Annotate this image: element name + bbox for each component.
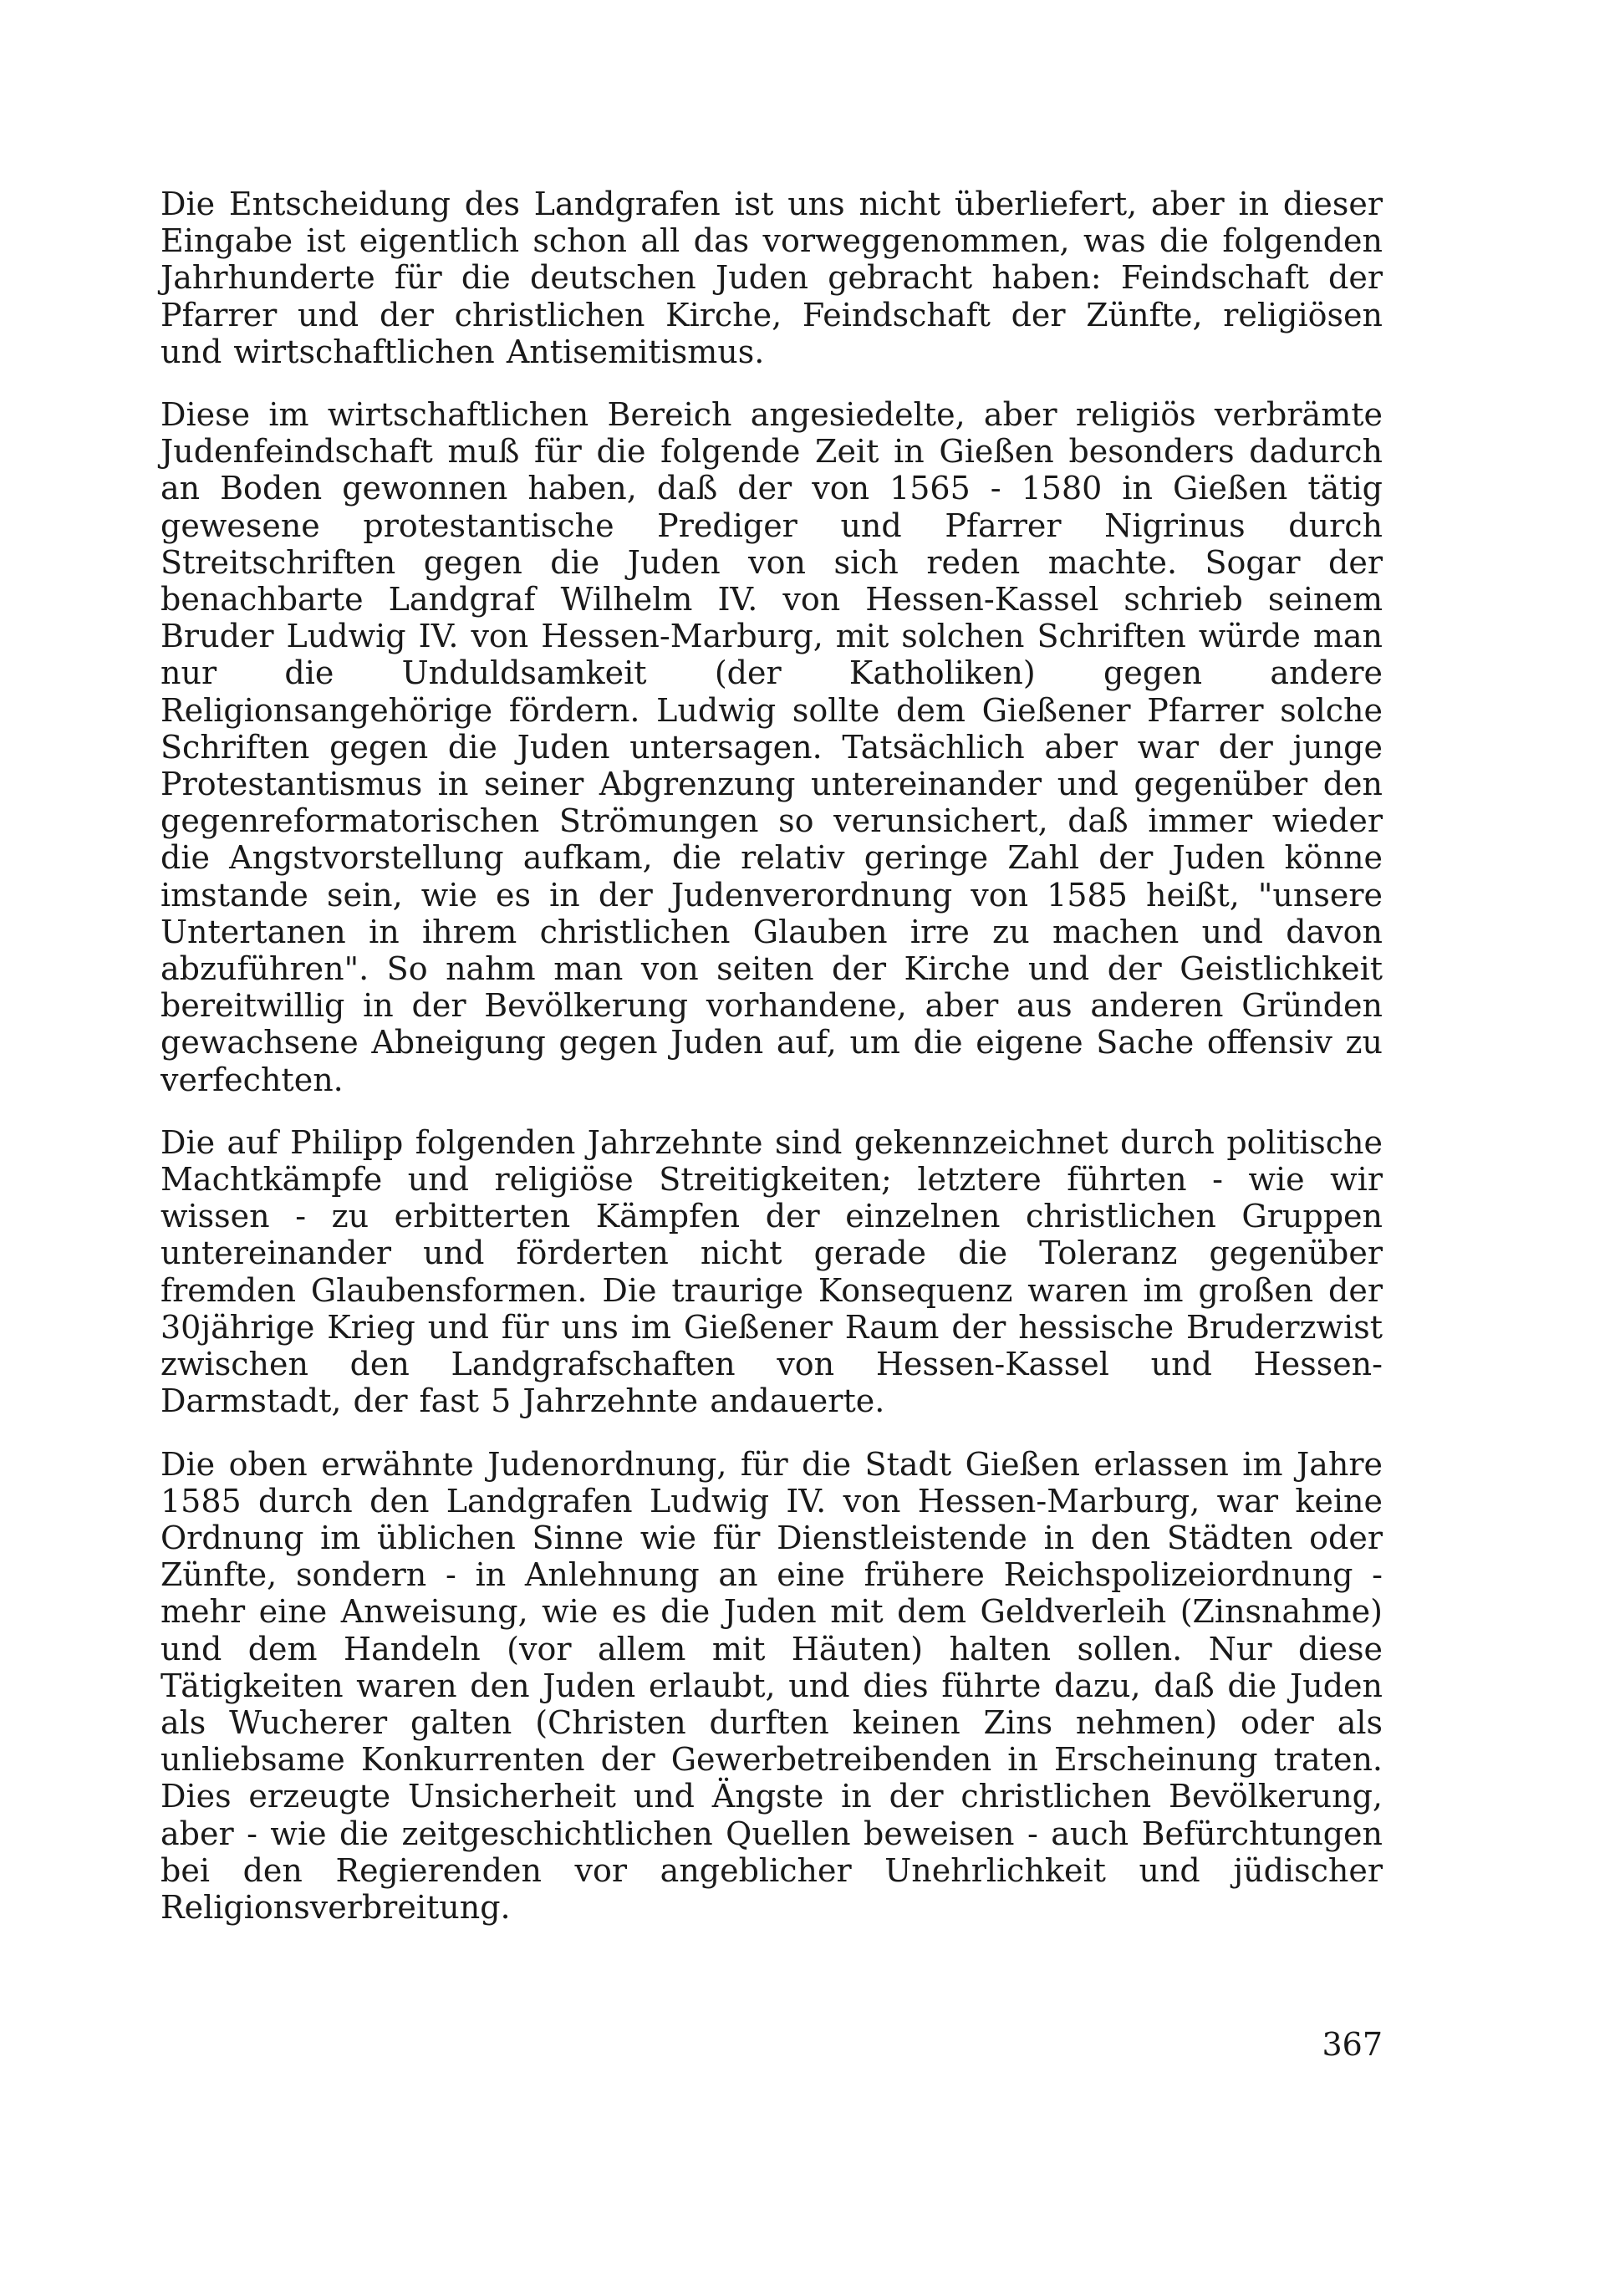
body-text bbox=[160, 186, 1383, 1952]
paragraph-1: Die Entscheidung des Landgrafen ist uns nicht überliefert, aber in dieser Eingabe ist eigentlich schon all das vorweggenommen, was die folgenden Jahrhunderte für die deutschen Juden gebracht haben: Feindschaft der Pfarrer und der christlichen Kirche, Feindschaft der Zünfte, religiösen und wirtschaftlichen Antisemitismus. bbox=[160, 186, 1383, 370]
page-number: 367 bbox=[1322, 2026, 1383, 2063]
paragraph-2: Diese im wirtschaftlichen Bereich angesiedelte, aber religiös verbrämte Judenfeindschaft muß für die folgende Zeit in Gießen besonders dadurch an Boden gewonnen haben, daß der von 1565 - 1580 in Gießen tätig gewesene protestantische Prediger und Pfarrer Nigrinus durch Streitschriften gegen die Juden von sich reden machte. Sogar der benachbarte Landgraf Wilhelm IV. von Hessen-Kassel schrieb seinem Bruder Ludwig IV. von Hessen-Marburg, mit solchen Schriften würde man nur die Unduldsamkeit (der Katholiken) gegen andere Religionsangehörige fördern. Ludwig sollte dem Gießener Pfarrer solche Schriften gegen die Juden untersagen. Tatsächlich aber war der junge Protestantismus in seiner Abgrenzung untereinander und gegenüber den gegenreformatorischen Strömungen so verunsichert, daß immer wieder die Angstvorstellung aufkam, die relativ geringe Zahl der Juden könne imstande sein, wie es in der Judenverordnung von 1585 heißt, "unsere Untertanen in ihrem christlichen Glauben irre zu machen und davon abzuführen". So nahm man von seiten der Kirche und der Geistlichkeit bereitwillig in der Bevölkerung vorhandene, aber aus anderen Gründen gewachsene Abneigung gegen Juden auf, um die eigene Sache offensiv zu verfechten. bbox=[160, 396, 1383, 1098]
paragraph-4: Die oben erwähnte Judenordnung, für die Stadt Gießen erlassen im Jahre 1585 durch den Landgrafen Ludwig IV. von Hessen-Marburg, war keine Ordnung im üblichen Sinne wie für Dienstleistende in den Städten oder Zünfte, sondern - in Anlehnung an eine frühere Reichspolizeiordnung - mehr eine Anweisung, wie es die Juden mit dem Geldverleih (Zinsnahme) und dem Handeln (vor allem mit Häuten) halten sollen. Nur diese Tätigkeiten waren den Juden erlaubt, und dies führte dazu, daß die Juden als Wucherer galten (Christen durften keinen Zins nehmen) oder als unliebsame Konkurrenten der Gewerbetreibenden in Erscheinung traten. Dies erzeugte Unsicherheit und Ängste in der christlichen Bevölkerung, aber - wie die zeitgeschichtlichen Quellen beweisen - auch Befürchtungen bei den Regierenden vor angeblicher Unehrlichkeit und jüdischer Religionsverbreitung. bbox=[160, 1445, 1383, 1926]
paragraph-3: Die auf Philipp folgenden Jahrzehnte sind gekennzeichnet durch politische Machtkämpfe und religiöse Streitigkeiten; letztere führten - wie wir wissen - zu erbitterten Kämpfen der einzelnen christlichen Gruppen untereinander und förderten nicht gerade die Toleranz gegenüber fremden Glaubensformen. Die traurige Konsequenz waren im großen der 30jährige Krieg und für uns im Gießener Raum der hessische Bruderzwist zwischen den Landgrafschaften von Hessen-Kassel und Hessen-Darmstadt, der fast 5 Jahrzehnte andauerte. bbox=[160, 1123, 1383, 1420]
